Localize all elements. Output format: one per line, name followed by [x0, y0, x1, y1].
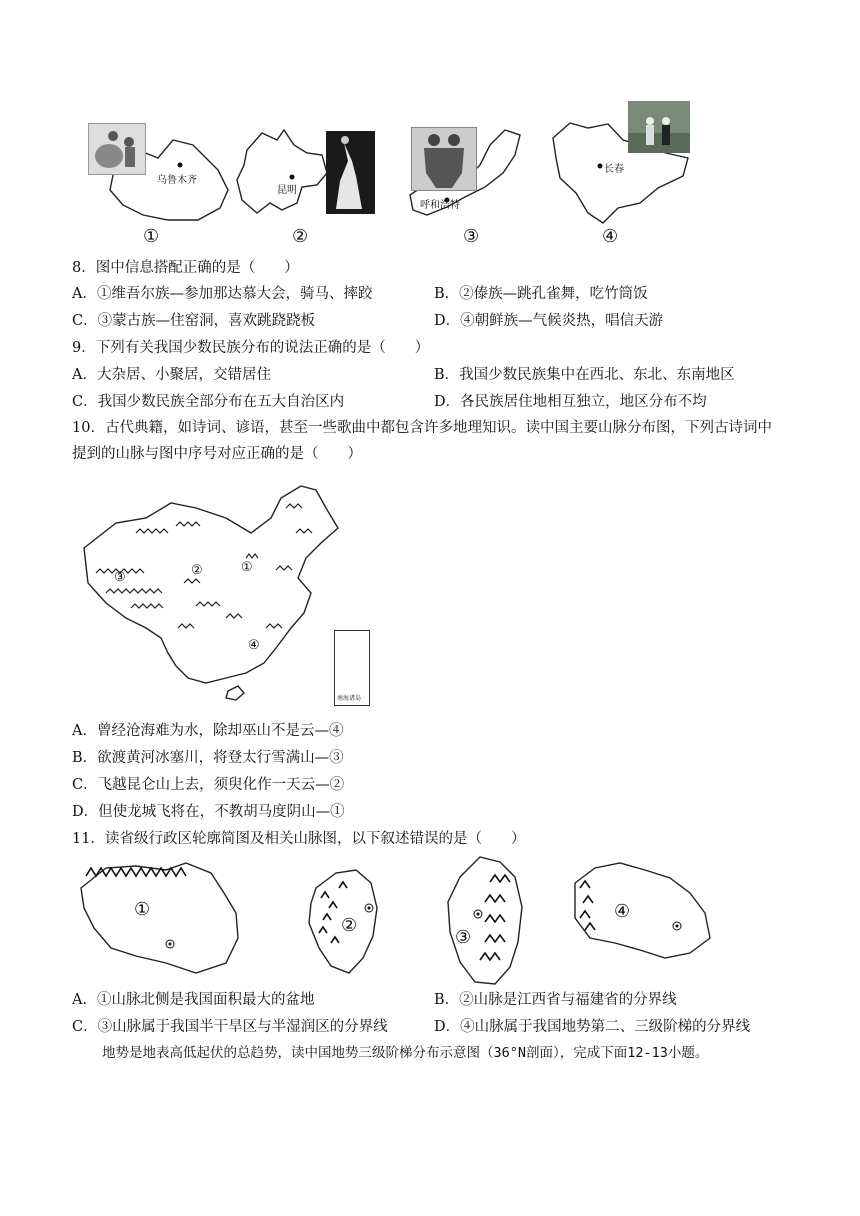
q10-option-a[interactable]: A．曾经沧海难为水，除却巫山不是云—④ — [72, 723, 344, 739]
province-map-1 — [76, 858, 246, 983]
map-1-photo — [88, 123, 146, 175]
q9-option-c[interactable]: C．我国少数民族全部分布在五大自治区内 — [72, 394, 345, 410]
china-map-label-3: ③ — [114, 570, 126, 585]
province-map-4 — [565, 858, 715, 968]
map-2-city-label: 昆明 — [277, 185, 297, 196]
province-map-2-label: ② — [341, 915, 358, 936]
q8-option-b[interactable]: B．②傣族—跳孔雀舞，吃竹筒饭 — [434, 286, 648, 302]
q10-stem-line-1: 10．古代典籍，如诗词、谚语，甚至一些歌曲中都包含许多地理知识。读中国主要山脉分布图，下列古诗词中 — [72, 420, 772, 436]
map-3-photo — [411, 127, 477, 191]
q10-stem-line-2: 提到的山脉与图中序号对应正确的是（ ） — [72, 446, 362, 462]
map-4-photo — [628, 101, 690, 153]
q9-option-a[interactable]: A．大杂居、小聚居，交错居住 — [72, 367, 271, 383]
map-2-number: ② — [292, 226, 309, 247]
province-map-3 — [440, 852, 535, 992]
q10-option-d[interactable]: D．但使龙城飞将在，不教胡马度阴山—① — [72, 804, 345, 820]
wrestlers-photo-icon — [412, 128, 476, 190]
map-4-city-label: 长春 — [604, 164, 624, 175]
china-mountains-map — [76, 478, 376, 708]
province-map-4-label: ④ — [614, 901, 631, 922]
intro-12-13: 地势是地表高低起伏的总趋势，读中国地势三级阶梯分布示意图（36°N剖面），完成下面12-13小题。 — [102, 1045, 709, 1061]
map-1-city-label: 乌鲁木齐 — [157, 175, 197, 186]
south-china-sea-inset — [334, 630, 370, 706]
inset-label: 南海诸岛 — [337, 695, 362, 702]
q9-stem: 9．下列有关我国少数民族分布的说法正确的是（ ） — [72, 340, 430, 356]
province-map-3-label: ③ — [455, 927, 472, 948]
q11-option-a[interactable]: A．①山脉北侧是我国面积最大的盆地 — [72, 992, 315, 1008]
map-1-number: ① — [143, 226, 160, 247]
q8-stem: 8．图中信息搭配正确的是（ ） — [72, 260, 299, 276]
q10-option-c[interactable]: C．飞越昆仑山上去，须臾化作一天云—② — [72, 777, 345, 793]
q8-option-d[interactable]: D．④朝鲜族—气候炎热，唱信天游 — [434, 313, 664, 329]
q11-option-c[interactable]: C．③山脉属于我国半干旱区与半湿润区的分界线 — [72, 1019, 388, 1035]
map-3-city-label: 呼和浩特 — [420, 200, 460, 211]
q10-option-b[interactable]: B．欲渡黄河冰塞川，将登太行雪满山—③ — [72, 750, 344, 766]
map-4-number: ④ — [602, 226, 619, 247]
q11-option-b[interactable]: B．②山脉是江西省与福建省的分界线 — [434, 992, 677, 1008]
q11-stem: 11．读省级行政区轮廓简图及相关山脉图，以下叙述错误的是（ ） — [72, 831, 526, 847]
china-map-label-2: ② — [191, 563, 203, 578]
q8-option-a[interactable]: A．①维吾尔族—参加那达慕大会，骑马、摔跤 — [72, 286, 373, 302]
china-map-label-4: ④ — [248, 638, 260, 653]
q8-option-c[interactable]: C．③蒙古族—住窑洞，喜欢跳跷跷板 — [72, 313, 316, 329]
peacock-dancer-photo-icon — [326, 131, 375, 214]
province-map-1-label: ① — [134, 899, 151, 920]
map-3-number: ③ — [463, 226, 480, 247]
people-photo-icon — [628, 101, 690, 153]
q11-option-d[interactable]: D．④山脉属于我国地势第二、三级阶梯的分界线 — [434, 1019, 751, 1035]
q9-option-b[interactable]: B．我国少数民族集中在西北、东北、东南地区 — [434, 367, 735, 383]
q9-option-d[interactable]: D．各民族居住地相互独立，地区分布不均 — [434, 394, 707, 410]
map-2-photo — [326, 131, 375, 214]
china-map-label-1: ① — [241, 560, 253, 575]
dancers-photo-icon — [89, 124, 145, 174]
china-outline-svg — [76, 478, 376, 708]
